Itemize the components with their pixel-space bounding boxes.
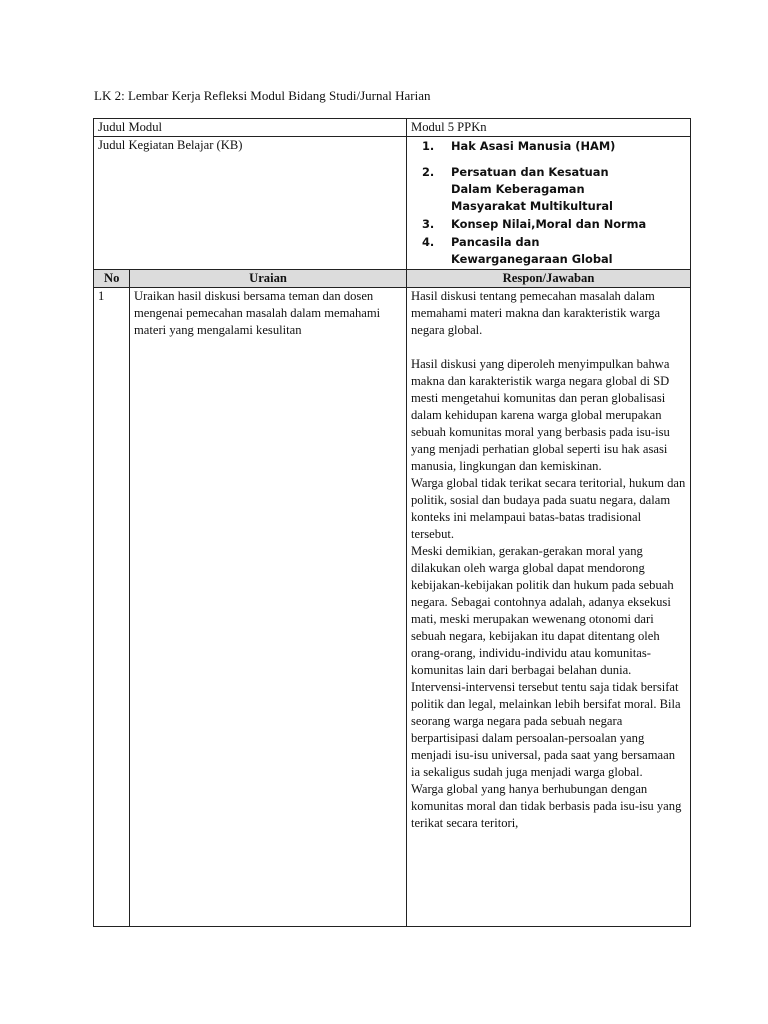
respon-text <box>411 288 686 926</box>
table-row <box>94 288 691 927</box>
respon-paragraph: Warga global yang hanya berhubungan dengan komunitas moral dan tidak berbasis pada isu-isu yang terikat secara teritori, <box>411 782 682 830</box>
modul-value: Modul 5 PPKn <box>407 119 691 137</box>
row-number: 1 <box>94 288 130 927</box>
row-respon <box>407 288 691 927</box>
kb-item: 3. Konsep Nilai,Moral dan Norma <box>422 217 647 231</box>
kb-list-cell <box>407 137 691 270</box>
kb-item: 2. Persatuan dan Kesatuan Dalam Keberagaman Masyarakat Multikultural <box>422 165 613 213</box>
respon-blank-line <box>411 339 686 356</box>
respon-paragraph: Warga global tidak terikat secara teritorial, hukum dan politik, sosial dan budaya pada suatu negara, dalam konteks ini melampaui batas-batas tradisional tersebut. <box>411 476 686 541</box>
row-uraian: Uraikan hasil diskusi bersama teman dan dosen mengenai pemecahan masalah dalam memahami materi yang mengalami kesulitan <box>130 288 407 927</box>
column-header-no: No <box>94 270 130 288</box>
respon-paragraph: Hasil diskusi tentang pemecahan masalah dalam memahami materi makna dan karakteristik warga negara global. <box>411 289 661 337</box>
kb-item: 1. Hak Asasi Manusia (HAM) <box>422 139 616 153</box>
column-header-uraian: Uraian <box>130 270 407 288</box>
kb-row <box>94 137 691 270</box>
modul-label: Judul Modul <box>94 119 407 137</box>
modul-row <box>94 119 691 137</box>
kb-label: Judul Kegiatan Belajar (KB) <box>94 137 407 270</box>
document-title: LK 2: Lembar Kerja Refleksi Modul Bidang Studi/Jurnal Harian <box>94 88 431 103</box>
reflection-table <box>93 118 691 927</box>
column-header-respon: Respon/Jawaban <box>407 270 691 288</box>
kb-item: 4. Pancasila dan Kewarganegaraan Global <box>422 235 613 266</box>
respon-paragraph: Hasil diskusi yang diperoleh menyimpulkan bahwa makna dan karakteristik warga negara global di SD mesti mengetahui komunitas dan peran globalisasi dalam kehidupan karena warga global merupakan sebuah komunitas moral yang berbasis pada isu-isu yang menjadi perhatian global seperti isu hak asasi manusia, lingkungan dan kemiskinan. <box>411 357 670 473</box>
column-header-row <box>94 270 691 288</box>
kb-list <box>411 138 686 268</box>
respon-paragraph: Meski demikian, gerakan-gerakan moral yang dilakukan oleh warga global dapat mendorong kebijakan-kebijakan politik dan hukum pada sebuah negara. Sebagai contohnya adalah, adanya eksekusi mati, meski merupakan wewenang otonomi dari sebuah negara, kebijakan itu dapat ditentang oleh orang-orang, individu-individu atau komunitas-komunitas lain dari berbagai belahan dunia. Intervensi-intervensi tersebut tentu saja tidak bersifat politik dan legal, melainkan lebih bersifat moral. Bila seorang warga negara pada sebuah negara berpartisipasi dalam persoalan-persoalan yang menjadi isu-isu universal, pada saat yang bersamaan ia sekaligus sudah juga menjadi warga global. <box>411 544 681 779</box>
